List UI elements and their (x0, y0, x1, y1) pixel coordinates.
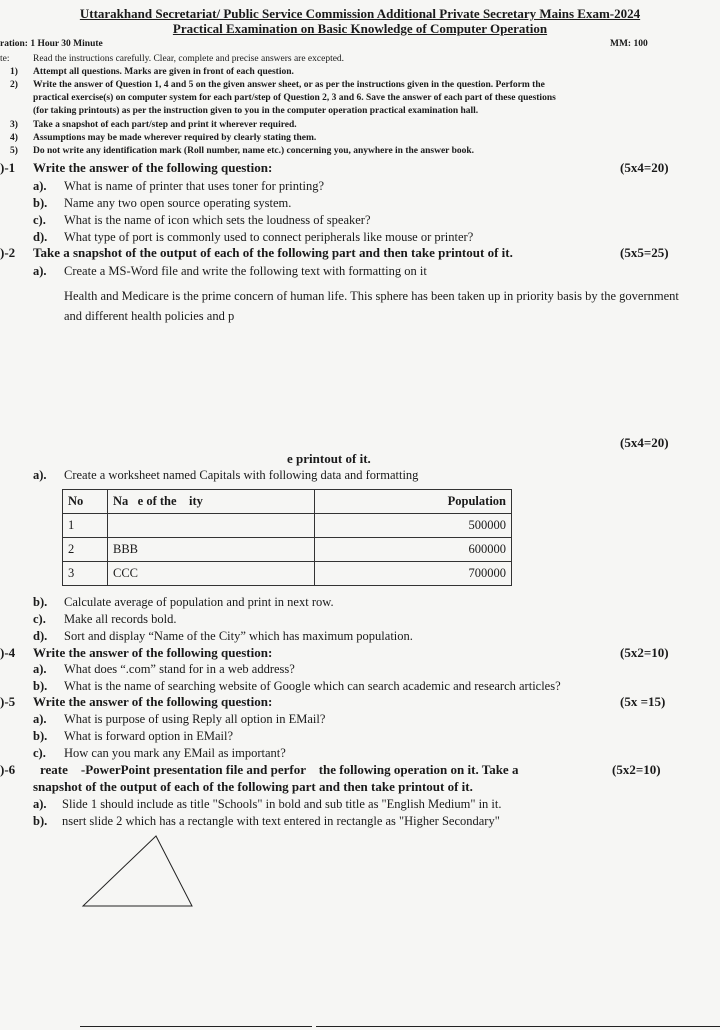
q6-part-label: b). (33, 814, 48, 828)
q5-part-label: a). (33, 712, 47, 726)
q1-marks: (5x4=20) (620, 160, 669, 175)
table-row (63, 514, 512, 538)
q6-marks: (5x2=10) (612, 762, 661, 777)
q2-number: )-2 (0, 245, 16, 260)
q3-part-label: d). (33, 629, 48, 643)
cell-no: 1 (63, 514, 108, 538)
exam-title: Uttarakhand Secretariat/ Public Service Commission Additional Private Secretary Mains Exam-2024 (79, 6, 641, 21)
instruction-1-num: 1) (10, 67, 18, 77)
cell-city: CCC (108, 562, 315, 586)
q1-part-text: What type of port is commonly used to connect peripherals like mouse or printer? (64, 230, 474, 244)
q4-number: )-4 (0, 645, 16, 660)
q1-part-text: What is the name of icon which sets the loudness of speaker? (64, 213, 371, 227)
instruction-1-text: Attempt all questions. Marks are given in front of each question. (33, 67, 294, 77)
cell-city: BBB (108, 538, 315, 562)
exam-subtitle: Practical Examination on Basic Knowledge of Computer Operation (172, 21, 548, 36)
q6-title-line-2: snapshot of the output of each of the following part and then take printout of it. (33, 779, 473, 794)
max-marks: MM: 100 (610, 39, 648, 49)
q3-part-text: Calculate average of population and print in next row. (64, 595, 334, 609)
instruction-5-text: Do not write any identification mark (Roll number, name etc.) concerning you, anywhere in the answer book. (33, 146, 475, 156)
instruction-2-num: 2) (10, 80, 18, 90)
q4-part-label: b). (33, 679, 48, 693)
q4-marks: (5x2=10) (620, 645, 669, 660)
cell-population: 700000 (315, 562, 512, 586)
instruction-2-line-3: (for taking printouts) as per the instruction given to you in the computer operation practical examination hall. (33, 106, 479, 116)
q3-part-text: Make all records bold. (64, 612, 177, 626)
q4-part-text: What does “.com” stand for in a web address? (64, 662, 295, 676)
q1-part-label: a). (33, 179, 47, 193)
q1-number: )-1 (0, 160, 16, 175)
q2-part-label: a). (33, 264, 47, 278)
cell-no: 2 (63, 538, 108, 562)
q4-part-text: What is the name of searching website of Google which can search academic and research articles? (64, 679, 561, 693)
table-header-row (63, 490, 512, 514)
q6-part-text: nsert slide 2 which has a rectangle with text entered in rectangle as "Higher Secondary" (62, 814, 500, 828)
q1-title: Write the answer of the following question: (33, 160, 273, 175)
q4-part-label: a). (33, 662, 47, 676)
note-text: Read the instructions carefully. Clear, complete and precise answers are excepted. (33, 54, 345, 64)
q1-part-label: b). (33, 196, 48, 210)
instruction-4-text: Assumptions may be made wherever required by clearly stating them. (33, 133, 317, 143)
instruction-3-num: 3) (10, 120, 18, 130)
q5-part-text: How can you mark any EMail as important? (64, 746, 286, 760)
table-row (63, 538, 512, 562)
q6-number: )-6 (0, 762, 16, 777)
q5-part-label: c). (33, 746, 46, 760)
q1-part-text: Name any two open source operating system. (64, 196, 292, 210)
instruction-3-text: Take a snapshot of each part/step and print it wherever required. (33, 120, 297, 130)
q1-part-label: c). (33, 213, 46, 227)
table-row (63, 562, 512, 586)
q2-part-text: Create a MS-Word file and write the following text with formatting on it (64, 264, 427, 278)
note-label: te: (0, 54, 10, 64)
q3-part-label: a). (33, 468, 47, 482)
q1-part-label: d). (33, 230, 48, 244)
q3-marks: (5x4=20) (620, 435, 669, 450)
bottom-rule-left (80, 1026, 312, 1027)
instruction-5-num: 5) (10, 146, 18, 156)
q5-number: )-5 (0, 694, 16, 709)
q4-title: Write the answer of the following question: (33, 645, 273, 660)
q3-part-label: c). (33, 612, 46, 626)
duration: ration: 1 Hour 30 Minute (0, 39, 103, 49)
q2-paragraph: Health and Medicare is the prime concern of human life. This sphere has been taken up in priority basis by the government and different health policies and p (64, 289, 679, 323)
q5-part-label: b). (33, 729, 48, 743)
q5-title: Write the answer of the following question: (33, 694, 273, 709)
triangle-figure (78, 832, 198, 912)
header-population: Population (315, 490, 512, 514)
bottom-rule-right (316, 1026, 720, 1027)
q2-title: Take a snapshot of the output of each of the following part and then take printout of it. (33, 245, 513, 260)
q6-title-line-1: reate -PowerPoint presentation file and perfor the following operation on it. Take a (40, 762, 519, 777)
cell-population: 600000 (315, 538, 512, 562)
q5-marks: (5x =15) (620, 694, 666, 709)
capitals-table (62, 489, 512, 586)
q6-part-text: Slide 1 should include as title "Schools" in bold and sub title as "English Medium" in it. (62, 797, 502, 811)
cell-population: 500000 (315, 514, 512, 538)
cell-no: 3 (63, 562, 108, 586)
instruction-4-num: 4) (10, 133, 18, 143)
q3-part-label: b). (33, 595, 48, 609)
q3-part-text: Sort and display “Name of the City” which has maximum population. (64, 629, 413, 643)
q3-title-fragment: e printout of it. (287, 451, 371, 466)
q1-part-text: What is name of printer that uses toner for printing? (64, 179, 324, 193)
q3-part-text: Create a worksheet named Capitals with following data and formatting (64, 468, 419, 482)
header-city: Na e of the ity (108, 490, 315, 514)
cell-city (108, 514, 315, 538)
instruction-2-line-1: Write the answer of Question 1, 4 and 5 on the given answer sheet, or as per the instructions given in the question. Perform the (33, 80, 545, 90)
q2-marks: (5x5=25) (620, 245, 669, 260)
instruction-2-line-2: practical exercise(s) on computer system for each part/step of Question 2, 3 and 6. Save the answer of each part of these questions (33, 93, 556, 103)
q5-part-text: What is forward option in EMail? (64, 729, 234, 743)
header-no: No (63, 490, 108, 514)
q6-part-label: a). (33, 797, 47, 811)
q5-part-text: What is purpose of using Reply all option in EMail? (64, 712, 326, 726)
